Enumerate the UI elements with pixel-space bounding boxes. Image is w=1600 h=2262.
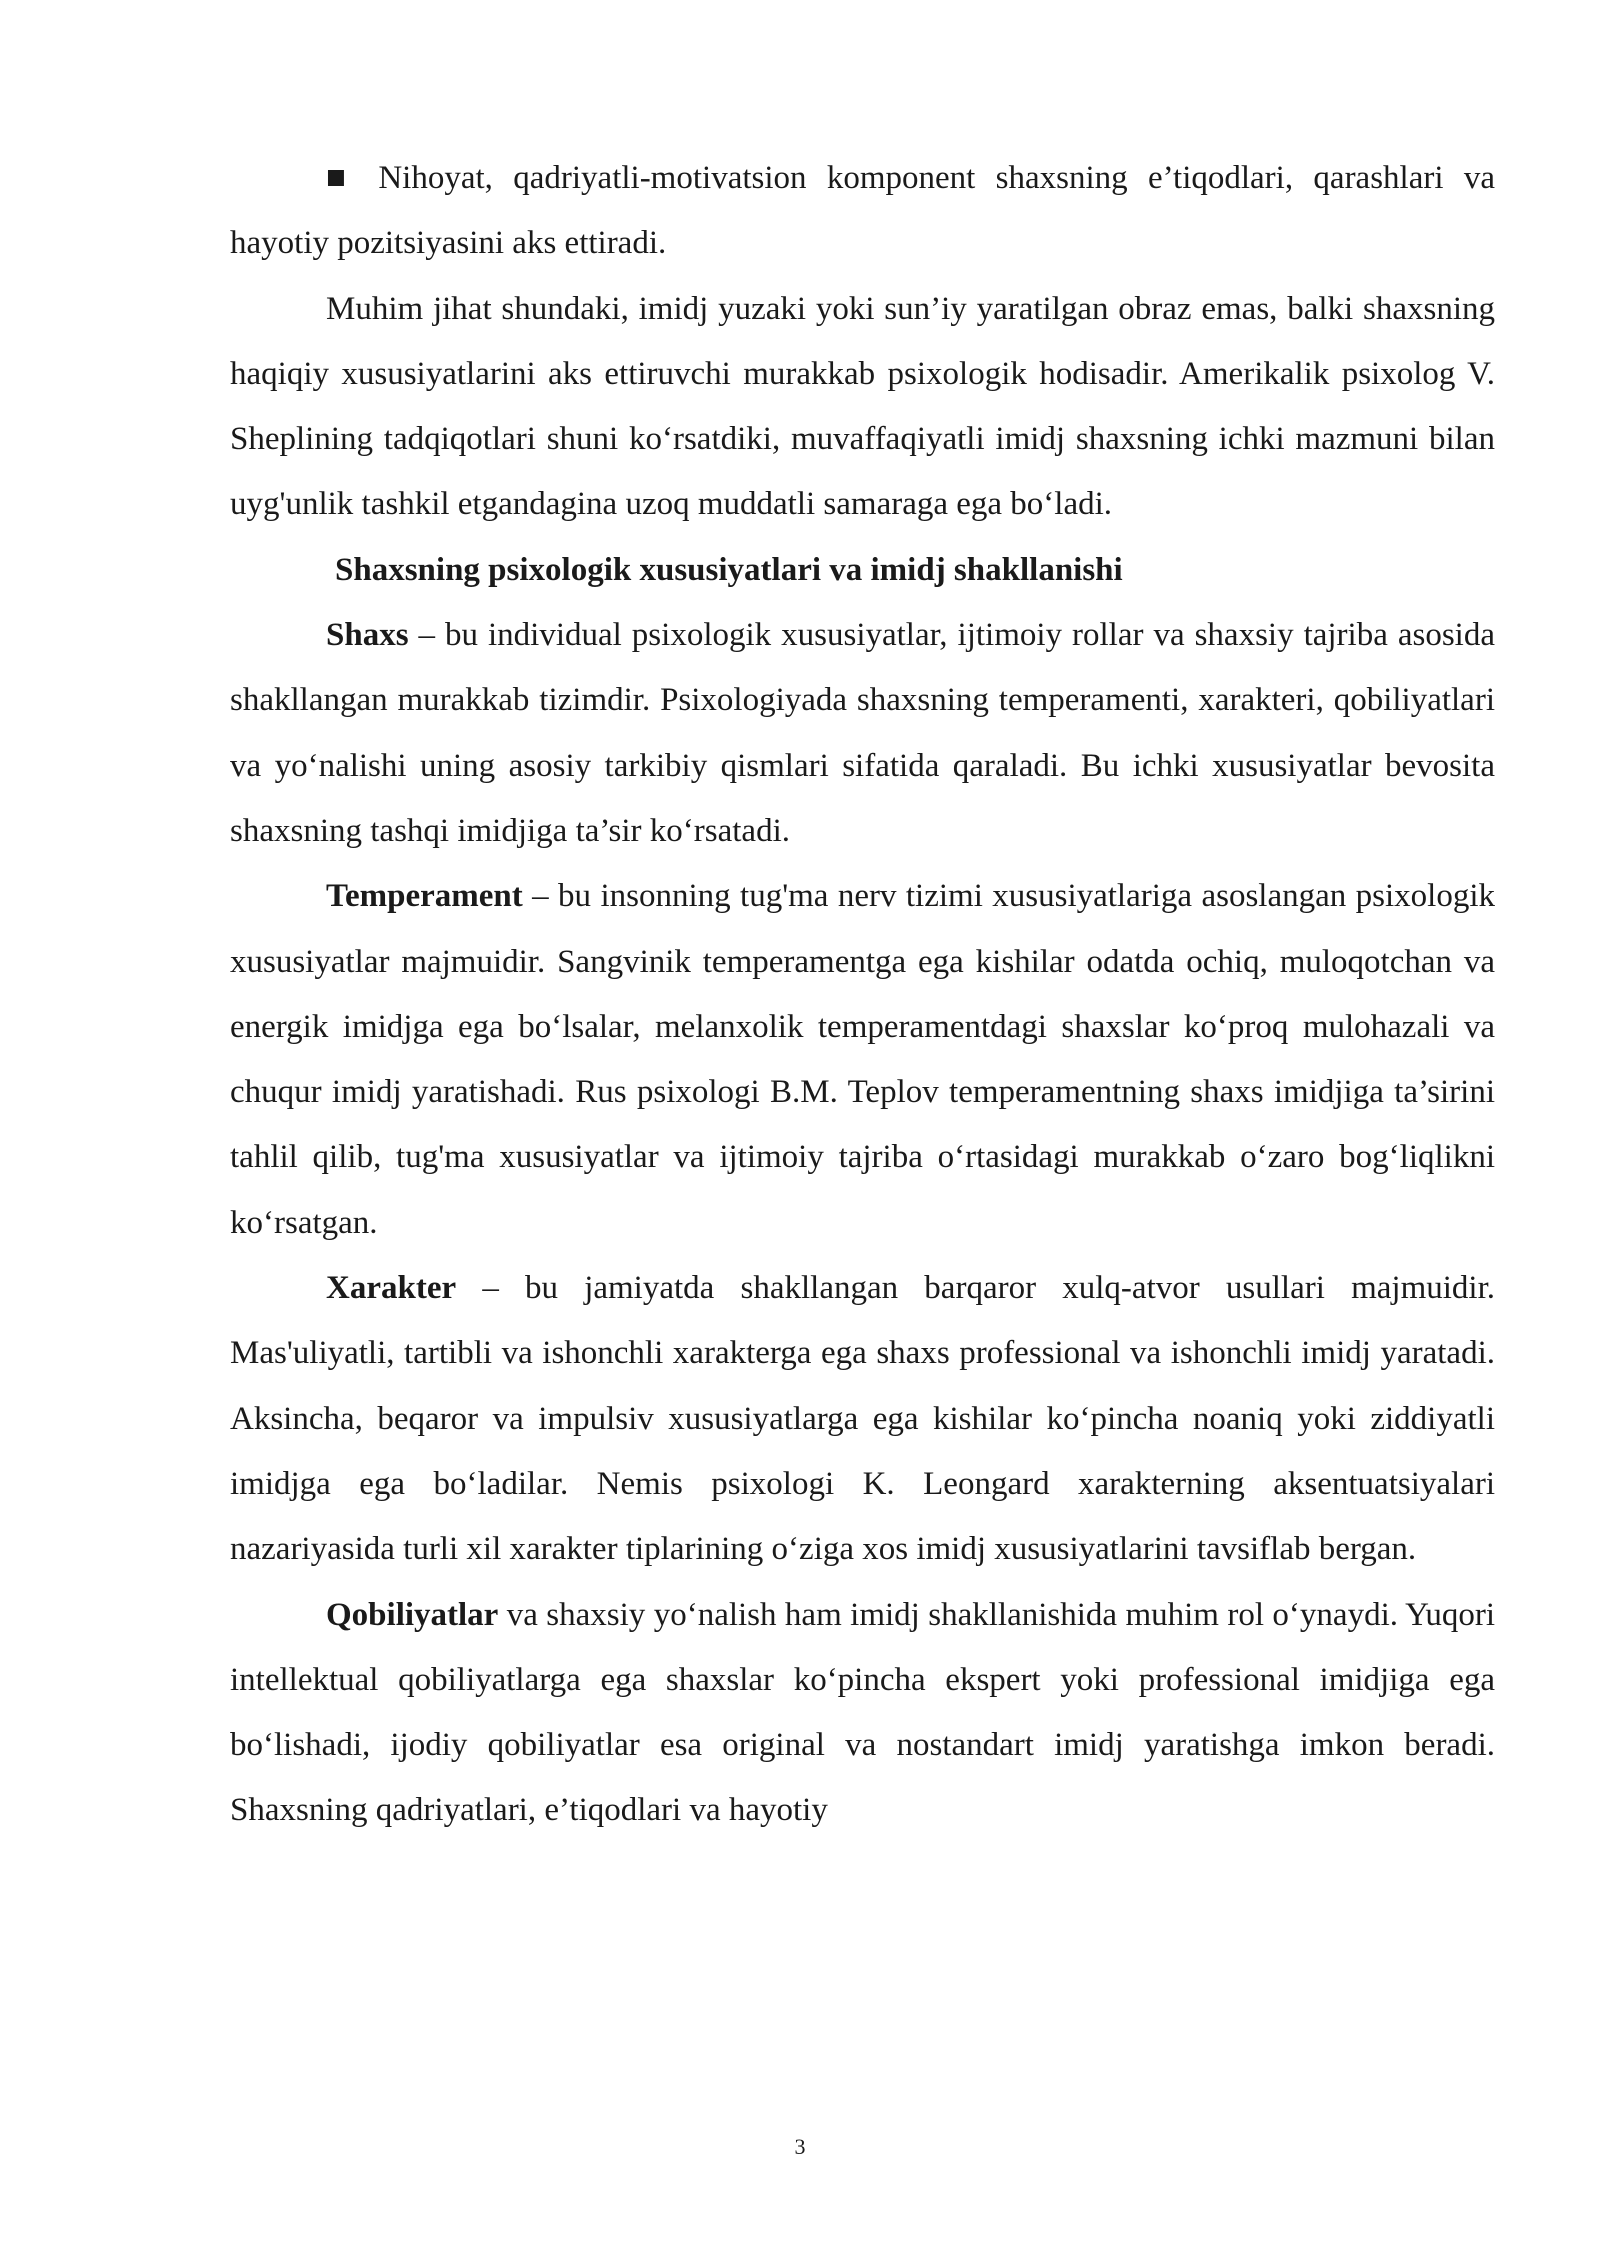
- paragraph-qobiliyatlar-text: va shaxsiy yo‘nalish ham imidj shakllanishida muhim rol o‘ynaydi. Yuqori intellektual qobiliyatlarga ega shaxslar ko‘pincha ekspert yoki professional imidjiga ega bo‘lishadi, ijodiy qobiliyatlar esa original va nostandart imidj yaratishga imkon beradi. Shaxsning qadriyatlari, e’tiqodlari va hayotiy: [230, 1596, 1495, 1829]
- term-shaxs: Shaxs: [326, 617, 409, 654]
- paragraph-temperament-text: – bu insonning tug'ma nerv tizimi xususiyatlariga asoslangan psixologik xususiyatlar majmuidir. Sangvinik temperamentga ega kishilar odatda ochiq, muloqotchan va energik imidjga ega bo‘lsalar, melanxolik temperamentdagi shaxslar ko‘proq mulohazali va chuqur imidj yaratishadi. Rus psixologi B.M. Teplov temperamentning shaxs imidjiga ta’sirini tahlil qilib, tug'ma xususiyatlar va ijtimoiy tajriba o‘rtasidagi murakkab o‘zaro bog‘liqlikni ko‘rsatgan.: [230, 878, 1495, 1241]
- paragraph-shaxs: [230, 603, 1495, 864]
- paragraph-xarakter-text: – bu jamiyatda shakllangan barqaror xulq-atvor usullari majmuidir. Mas'uliyatli, tartibli va ishonchli xarakterga ega shaxs professional va ishonchli imidj yaratadi. Aksincha, beqaror va impulsiv xususiyatlarga ega kishilar ko‘pincha noaniq yoki ziddiyatli imidjga ega bo‘ladilar. Nemis psixologi K. Leongard xarakterning aksentuatsiyalari nazariyasida turli xil xarakter tiplarining o‘ziga xos imidj xususiyatlarini tavsiflab bergan.: [230, 1270, 1495, 1568]
- page-number: 3: [794, 2134, 806, 2159]
- paragraph-qobiliyatlar: [230, 1583, 1495, 1844]
- paragraph-value-motivational-component: ■ Nihoyat, qadriyatli-motivatsion komponent shaxsning e’tiqodlari, qarashlari va hayotiy pozitsiyasini aks ettiradi.: [230, 160, 1495, 262]
- term-qobiliyatlar: Qobiliyatlar: [326, 1596, 499, 1633]
- paragraph-temperament: [230, 864, 1495, 1256]
- paragraph-xarakter: [230, 1256, 1495, 1582]
- paragraph-image-essence: Muhim jihat shundaki, imidj yuzaki yoki sun’iy yaratilgan obraz emas, balki shaxsning haqiqiy xususiyatlarini aks ettiruvchi murakkab psixologik hodisadir. Amerikalik psixolog V. Sheplining tadqiqotlari shuni ko‘rsatdiki, muvaffaqiyatli imidj shaxsning ichki mazmuni bilan uyg'unlik tashkil etgandagina uzoq muddatli samaraga ega bo‘ladi.: [230, 290, 1495, 523]
- section-heading: Shaxsning psixologik xususiyatlari va imidj shakllanishi: [335, 551, 1123, 588]
- paragraph-shaxs-text: – bu individual psixologik xususiyatlar, ijtimoiy rollar va shaxsiy tajriba asosida shakllangan murakkab tizimdir. Psixologiyada shaxsning temperamenti, xarakteri, qobiliyatlari va yo‘nalishi uning asosiy tarkibiy qismlari sifatida qaraladi. Bu ichki xususiyatlar bevosita shaxsning tashqi imidjiga ta’sir ko‘rsatadi.: [230, 617, 1495, 849]
- term-temperament: Temperament: [326, 878, 523, 915]
- term-xarakter: Xarakter: [326, 1270, 457, 1307]
- document-page: [230, 146, 1495, 1844]
